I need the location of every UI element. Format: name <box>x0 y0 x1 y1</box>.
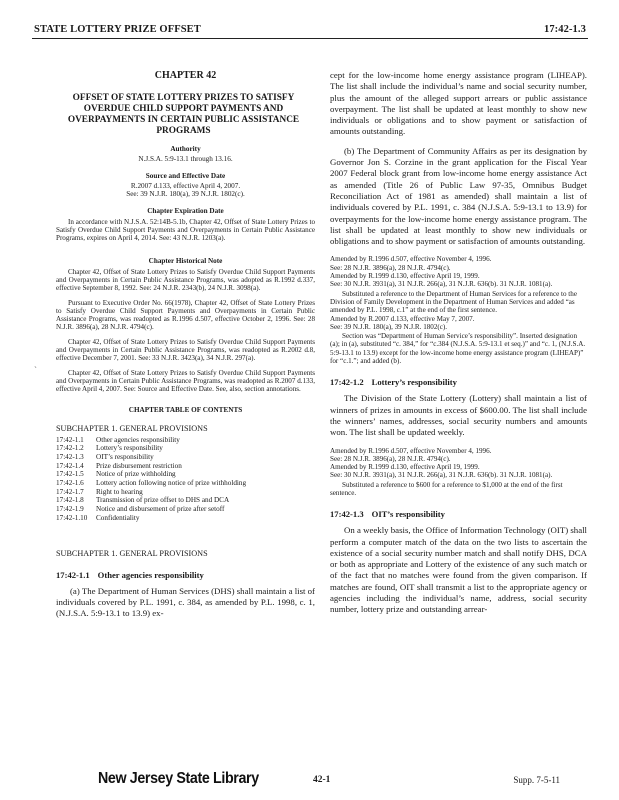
header-title: STATE LOTTERY PRIZE OFFSET <box>34 24 201 35</box>
section-1-3-text: On a weekly basis, the Office of Information Technology (OIT) shall perform a computer match of the data on the two lists to ascertain the existence of a social security number match and shall notify DHS, DCA or both as appropriate and Lottery of the existence of any such match or of the fact that no matches were found from the given comparison. If matches are found, OIT shall transmit a list to the appropriate agency or agencies including the individual’s name, address, social security number, lottery prize and outstanding arrear- <box>330 525 587 615</box>
header-section-number: 17:42-1.3 <box>543 24 586 35</box>
toc-item[interactable]: 17:42-1.9 Notice and disbursement of prize after setoff <box>56 505 225 514</box>
toc-item[interactable]: 17:42-1.7 Right to hearing <box>56 487 143 496</box>
section-1-2-text: The Division of the State Lottery (Lottery) shall maintain a list of winners of prizes in amounts in excess of $600.00. The list shall include the winners’ names, addresses, social security numbers and amounts won. The list shall be updated weekly. <box>330 393 587 438</box>
left-column <box>56 70 315 750</box>
chapter-number: CHAPTER 42 <box>154 70 217 81</box>
authority-heading: Authority <box>170 145 201 153</box>
substitution-note-2: Substituted a reference to $600 for a reference to $1,000 at the end of the first sentence. <box>330 480 563 497</box>
amendment-notes-1-1: Amended by R.1996 d.507, effective November 4, 1996. See: 28 N.J.R. 3896(a), 28 N.J.R. 4794(c). Amended by R.1999 d.130, effective April 19, 1999. See: 30 N.J.R. 3931(a), 31 N.J.R. 266(a), 31 N.J.R. 636(b). 31 N.J.R. 1081(a). Substituted a reference to the Department of Human Services for a reference to the Division of Family Development in the Department of Human Services and added “as amended by P.L. 1998, c.1” at the end of the first sentence. Amended by R.2007 d.133, effective May 7, 2007. See: 39 N.J.R. 180(a), 39 N.J.R. 1802(c). Section was “Department of Human Service’s responsibility”. Inserted designation (a); in (a), substituted “c. 384,” for “c.384 (N.J.S.A. 5:9-13.1 et seq.)” and “c. 1, (N.J.S.A. 5:9-13.1 to 13.9) except for the low-income home energy assistance program (LIHEAP)” for “c.1.”; and added (b). <box>330 255 586 366</box>
section-heading-1-3: 17:42-1.3 OIT’s responsibility <box>330 509 445 520</box>
source-heading: Source and Effective Date <box>145 171 226 180</box>
continued-paragraph: cept for the low-income home energy assistance program (LIHEAP). The list shall include the individual’s name and social security number, plus the amount of the alleged support arrears or public assistance overpayment. The list shall be updated at least monthly to show new individuals or obligations and to show payment or satisfaction of amounts outstanding. <box>330 70 587 137</box>
margin-mark: ` <box>34 365 37 375</box>
toc-heading: CHAPTER TABLE OF CONTENTS <box>128 405 243 414</box>
toc-item[interactable]: 17:42-1.10 Confidentiality <box>56 513 140 522</box>
source-line-2: See: 39 N.J.R. 180(a), 39 N.J.R. 1802(c). <box>126 190 245 199</box>
right-column <box>330 70 587 750</box>
toc-item[interactable]: 17:42-1.2 Lottery’s responsibility <box>56 444 163 453</box>
toc-item[interactable]: 17:42-1.6 Lottery action following notice of prize withholding <box>56 479 247 488</box>
history-note-2: Pursuant to Executive Order No. 66(1978), Chapter 42, Offset of State Lottery Prizes to Satisfy Overdue Child Support Payments and Overpayments in Certain Public Assistance Programs, was readopted as R.1996 d.507, effective October 2, 1996. See: 28 N.J.R. 3896(a), 28 N.J.R. 4794(c). <box>56 298 315 332</box>
history-note-1: Chapter 42, Offset of State Lottery Prizes to Satisfy Overdue Child Support Payments and Overpayments in Certain Public Assistance Programs, was adopted as R.1992 d.337, effective September 8, 1992. See: 24 N.J.R. 2343(b), 24 N.J.R. 3098(a). <box>56 267 315 293</box>
toc-subchapter: SUBCHAPTER 1. GENERAL PROVISIONS <box>56 423 208 433</box>
section-change-note: Section was “Department of Human Service’s responsibility”. Inserted designation (a); in (a), substituted “c. 384,” for “c.384 (N.J.S.A. 5:9-13.1 et seq.)” and “c. 1, (N.J.S.A. 5:9-13.1 to 13.9) except for the low-income home energy assistance program (LIHEAP)” for “c.1.”; and added (b). <box>330 332 586 366</box>
subchapter-heading: SUBCHAPTER 1. GENERAL PROVISIONS <box>56 548 208 558</box>
section-1-1-paragraph-a: (a) The Department of Human Services (DHS) shall maintain a list of individuals covered by P.L. 1991, c. 384, as amended by P.L. 1998, c. 1, (N.J.S.A. 5:9-13.1 to 13.9) ex- <box>56 585 315 619</box>
section-heading-1-1: 17:42-1.1 Other agencies responsibility <box>56 569 204 580</box>
history-note-4: Chapter 42, Offset of State Lottery Prizes to Satisfy Overdue Child Support Payments and Overpayments in Certain Public Assistance Programs, was readopted as R.2007 d.133, effective April 4, 2007. See: Source and Effective Date. See, also, section annotations. <box>56 368 315 394</box>
supplement-date: Supp. 7-5-11 <box>513 775 560 785</box>
page-footer <box>32 772 588 792</box>
history-note-3: Chapter 42, Offset of State Lottery Prizes to Satisfy Overdue Child Support Payments and Overpayments in Certain Public Assistance Programs, was readopted as R.2002 d.8, effective December 7, 2001. See: 33 N.J.R. 3423(a), 34 N.J.R. 297(a). <box>56 337 315 363</box>
chapter-title: OFFSET OF STATE LOTTERY PRIZES TO SATISFY OVERDUE CHILD SUPPORT PAYMENTS AND OVERPAYMENTS IN CERTAIN PUBLIC ASSISTANCE PROGRAMS <box>67 93 300 136</box>
toc-item[interactable]: 17:42-1.4 Prize disbursement restriction <box>56 461 182 470</box>
toc-item[interactable]: 17:42-1.1 Other agencies responsibility <box>56 435 180 444</box>
running-header <box>32 22 588 39</box>
source-line-1: R.2007 d.133, effective April 4, 2007. <box>130 181 241 190</box>
history-heading: Chapter Historical Note <box>148 256 223 265</box>
expiration-text: In accordance with N.J.S.A. 52:14B-5.1b, Chapter 42, Offset of State Lottery Prizes to Satisfy Overdue Child Support Payments and Overpayments in Certain Public Assistance Programs, expires on April 4, 2014. See: 43 N.J.R. 1203(a). <box>56 217 315 243</box>
page-number: 42-1 <box>313 775 331 785</box>
toc-item[interactable]: 17:42-1.5 Notice of prize withholding <box>56 470 176 479</box>
section-heading-1-2: 17:42-1.2 Lottery’s responsibility <box>330 377 457 388</box>
library-watermark: New Jersey State Library <box>98 770 259 787</box>
substitution-note: Substituted a reference to the Department of Human Services for a reference to the Division of Family Development in the Department of Human Services and added “as amended by P.L. 1998, c.1” at the end of the first sentence. <box>330 289 577 315</box>
toc-item[interactable]: 17:42-1.3 OIT’s responsibility <box>56 452 154 461</box>
expiration-heading: Chapter Expiration Date <box>147 206 224 215</box>
toc-item[interactable]: 17:42-1.8 Transmission of prize offset to DHS and DCA <box>56 496 230 505</box>
authority-text: N.J.S.A. 5:9-13.1 through 13.16. <box>138 155 233 163</box>
section-1-1-paragraph-b: (b) The Department of Community Affairs as per its designation by Governor Jon S. Corzine in the grant application for the Fiscal Year 2007 Federal block grant from low-income home energy assistance Act as amended (Title 26 of Public Law 97-35, Omnibus Budget Reconciliation Act of 1981 as amended) shall maintain a list of individuals covered by P.L. 1991, c. 384 (N.J.S.A. 5:9-13.1 to 13.9) for overpayments for the low-income home energy assistance program. The list shall be updated at least monthly to show new individuals or obligations and to show payment or satisfaction of amounts outstanding. <box>330 145 587 247</box>
table-of-contents <box>56 436 315 523</box>
amendment-notes-1-2: Amended by R.1996 d.507, effective November 4, 1996. See: 28 N.J.R. 3896(a), 28 N.J.R. 4794(c). Amended by R.1999 d.130, effective April 19, 1999. See: 30 N.J.R. 3931(a), 31 N.J.R. 266(a), 31 N.J.R. 636(b). 31 N.J.R. 1081(a). Substituted a reference to $600 for a reference to $1,000 at the end of the first sentence. <box>330 447 587 498</box>
